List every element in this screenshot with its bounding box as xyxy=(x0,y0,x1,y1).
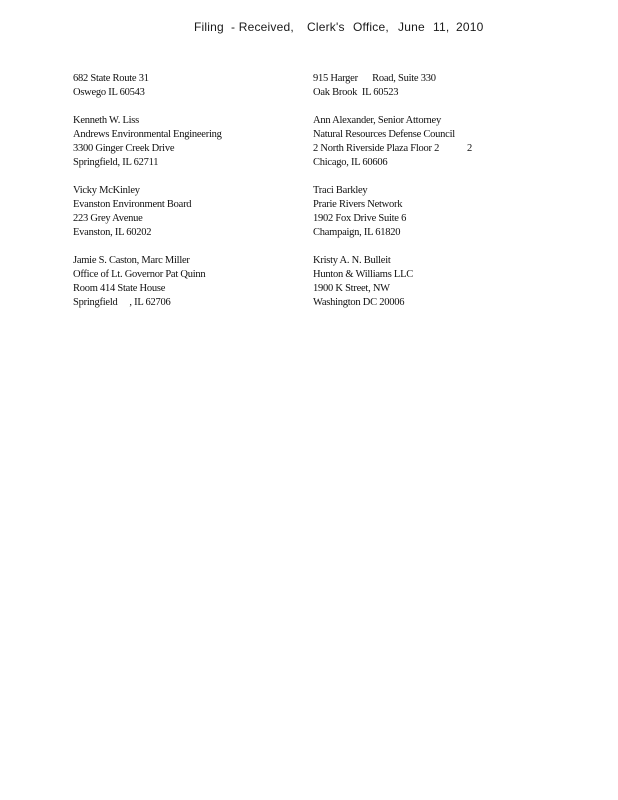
address-line: Chicago, IL 60606 xyxy=(313,157,388,168)
address-line: Oswego IL 60543 xyxy=(73,87,145,98)
header-year: 2010 xyxy=(456,20,484,34)
address-block xyxy=(313,254,513,310)
address-line: 1900 K Street, NW xyxy=(313,283,390,294)
address-line: Springfield, IL 62711 xyxy=(73,157,159,168)
address-line: Room 414 State House xyxy=(73,283,166,294)
header-clerks: Clerk's xyxy=(307,20,345,34)
address-block xyxy=(73,114,303,170)
address-line: Hunton & Williams LLC xyxy=(313,269,414,280)
header-received: - Received, xyxy=(231,20,294,34)
address-line: Champaign, IL 61820 xyxy=(313,227,401,238)
address-line: Kristy A. N. Bulleit xyxy=(313,255,391,266)
address-line: Andrews Environmental Engineering xyxy=(73,129,222,140)
address-line: Prarie Rivers Network xyxy=(313,199,403,210)
address-block xyxy=(73,72,303,100)
address-line: 1902 Fox Drive Suite 6 xyxy=(313,213,407,224)
address-line: Traci Barkley xyxy=(313,185,368,196)
address-line: Natural Resources Defense Council xyxy=(313,129,455,140)
address-line: 682 State Route 31 xyxy=(73,73,149,84)
address-line: Jamie S. Caston, Marc Miller xyxy=(73,255,190,266)
address-line: Springfield , IL 62706 xyxy=(73,297,171,308)
address-line: 3300 Ginger Creek Drive xyxy=(73,143,175,154)
left-address-column xyxy=(73,72,303,324)
address-line: Vicky McKinley xyxy=(73,185,140,196)
header-filing: Filing xyxy=(194,20,224,34)
address-line: Kenneth W. Liss xyxy=(73,115,139,126)
right-address-column xyxy=(313,72,513,324)
header-office: Office, xyxy=(353,20,389,34)
address-line: 223 Grey Avenue xyxy=(73,213,143,224)
address-block xyxy=(313,72,513,100)
stray-page-mark: 2 xyxy=(467,143,473,154)
address-block xyxy=(313,184,513,240)
address-line: Evanston, IL 60202 xyxy=(73,227,152,238)
address-line: Washington DC 20006 xyxy=(313,297,405,308)
address-block xyxy=(313,114,513,170)
header-month: June xyxy=(398,20,425,34)
address-line: 915 Harger Road, Suite 330 xyxy=(313,73,436,84)
address-block xyxy=(73,184,303,240)
address-line: Evanston Environment Board xyxy=(73,199,192,210)
address-line: Office of Lt. Governor Pat Quinn xyxy=(73,269,206,280)
address-line: Oak Brook IL 60523 xyxy=(313,87,399,98)
address-line: Ann Alexander, Senior Attorney xyxy=(313,115,441,126)
header-day: 11, xyxy=(433,20,450,34)
address-block xyxy=(73,254,303,310)
address-line: 2 North Riverside Plaza Floor 2 xyxy=(313,143,440,154)
